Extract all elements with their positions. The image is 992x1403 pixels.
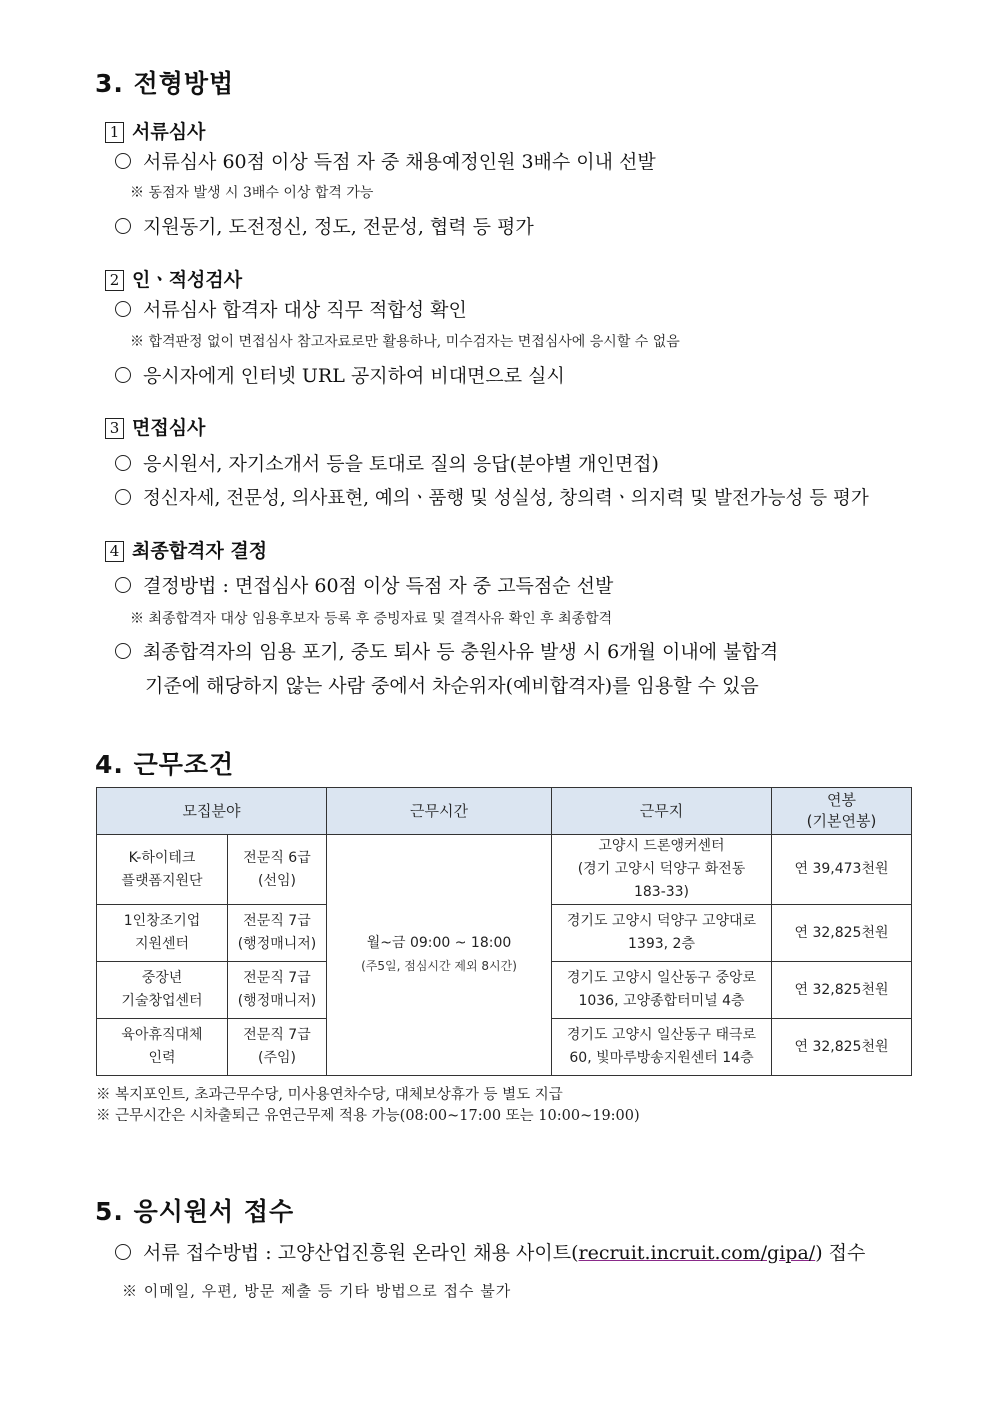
step-3-title: 면접심사 xyxy=(132,417,206,439)
circle-bullet-icon xyxy=(115,643,131,659)
step-2-bullet-1: 서류심사 합격자 대상 직무 적합성 확인 xyxy=(115,295,467,322)
header-hours: 근무시간 xyxy=(327,788,552,835)
table-note-2: ※ 근무시간은 시차출퇴근 유연근무제 적용 가능(08:00~17:00 또는 10:00~19:00) xyxy=(96,1108,640,1124)
step-4-number: 4 xyxy=(105,541,124,562)
header-field: 모집분야 xyxy=(97,788,327,835)
section-3-title: 3. 전형방법 xyxy=(95,69,235,98)
place-cell: 고양시 드론앵커센터 (경기 고양시 덕양구 화전동 183-33) xyxy=(552,835,772,905)
step-3-bullet-1: 응시원서, 자기소개서 등을 토대로 질의 응답(분야별 개인면접) xyxy=(115,449,659,476)
salary-cell: 연 39,473천원 xyxy=(772,835,912,905)
field-cell: 중장년 기술창업센터 xyxy=(97,962,228,1019)
circle-bullet-icon xyxy=(115,489,131,505)
step-1-bullet-1: 서류심사 60점 이상 득점 자 중 채용예정인원 3배수 이내 선발 xyxy=(115,147,656,174)
step-4-note: ※ 최종합격자 대상 임용후보자 등록 후 증빙자료 및 결격사유 확인 후 최종합격 xyxy=(130,611,613,627)
step-4-bullet-2-cont: 기준에 해당하지 않는 사람 중에서 차순위자(예비합격자)를 임용할 수 있음 xyxy=(145,675,759,697)
circle-bullet-icon xyxy=(115,153,131,169)
salary-cell: 연 32,825천원 xyxy=(772,962,912,1019)
field-cell: K-하이테크 플랫폼지원단 xyxy=(97,835,228,905)
step-2-note: ※ 합격판정 없이 면접심사 참고자료로만 활용하나, 미수검자는 면접심사에 응시할 수 없음 xyxy=(130,334,680,350)
header-salary: 연봉 (기본연봉) xyxy=(772,788,912,835)
work-conditions-table xyxy=(96,787,912,1076)
circle-bullet-icon xyxy=(115,1244,131,1260)
grade-cell: 전문직 7급 (주임) xyxy=(228,1019,327,1076)
step-1-number: 1 xyxy=(105,122,124,143)
table-header-row xyxy=(97,788,912,835)
section-5-title: 5. 응시원서 접수 xyxy=(95,1197,295,1226)
step-1-bullet-2: 지원동기, 도전정신, 정도, 전문성, 협력 등 평가 xyxy=(115,212,534,239)
step-2-title: 인ㆍ적성검사 xyxy=(132,269,243,291)
step-4-bullet-1: 결정방법 : 면접심사 60점 이상 득점 자 중 고득점순 선발 xyxy=(115,571,613,598)
table-row xyxy=(97,835,912,905)
step-1-title: 서류심사 xyxy=(132,121,206,143)
place-cell: 경기도 고양시 일산동구 중앙로 1036, 고양종합터미널 4층 xyxy=(552,962,772,1019)
step-1-heading xyxy=(105,117,205,144)
step-4-bullet-2: 최종합격자의 임용 포기, 중도 퇴사 등 충원사유 발생 시 6개월 이내에 불합격 xyxy=(115,637,778,664)
place-cell: 경기도 고양시 덕양구 고양대로 1393, 2층 xyxy=(552,905,772,962)
salary-cell: 연 32,825천원 xyxy=(772,1019,912,1076)
salary-cell: 연 32,825천원 xyxy=(772,905,912,962)
field-cell: 육아휴직대체 인력 xyxy=(97,1019,228,1076)
circle-bullet-icon xyxy=(115,577,131,593)
grade-cell: 전문직 7급 (행정매니저) xyxy=(228,905,327,962)
step-3-number: 3 xyxy=(105,418,124,439)
table-note-1: ※ 복지포인트, 초과근무수당, 미사용연차수당, 대체보상휴가 등 별도 지급 xyxy=(96,1087,563,1103)
section-5-bullet: 서류 접수방법 : 고양산업진흥원 온라인 채용 사이트(recruit.incruit.com/gipa/) 접수 xyxy=(115,1238,865,1265)
step-4-title: 최종합격자 결정 xyxy=(132,540,268,562)
field-cell: 1인창조기업 지원센터 xyxy=(97,905,228,962)
hours-cell: 월~금 09:00 ~ 18:00 (주5일, 점심시간 제외 8시간) xyxy=(327,835,552,1076)
step-2-heading xyxy=(105,265,242,292)
step-2-bullet-2: 응시자에게 인터넷 URL 공지하여 비대면으로 실시 xyxy=(115,361,565,388)
section-5-note: ※ 이메일, 우편, 방문 제출 등 기타 방법으로 접수 불가 xyxy=(122,1282,512,1300)
step-3-heading xyxy=(105,413,205,440)
step-1-note: ※ 동점자 발생 시 3배수 이상 합격 가능 xyxy=(130,185,374,201)
recruit-site-link[interactable]: recruit.incruit.com/gipa/ xyxy=(578,1242,816,1264)
step-2-number: 2 xyxy=(105,270,124,291)
place-cell: 경기도 고양시 일산동구 태극로 60, 빛마루방송지원센터 14층 xyxy=(552,1019,772,1076)
circle-bullet-icon xyxy=(115,367,131,383)
section-4-title: 4. 근무조건 xyxy=(95,750,235,779)
circle-bullet-icon xyxy=(115,301,131,317)
circle-bullet-icon xyxy=(115,218,131,234)
grade-cell: 전문직 7급 (행정매니저) xyxy=(228,962,327,1019)
header-place: 근무지 xyxy=(552,788,772,835)
grade-cell: 전문직 6급 (선임) xyxy=(228,835,327,905)
step-3-bullet-2: 정신자세, 전문성, 의사표현, 예의ㆍ품행 및 성실성, 창의력ㆍ의지력 및 발전가능성 등 평가 xyxy=(115,484,869,510)
step-4-heading xyxy=(105,536,267,563)
circle-bullet-icon xyxy=(115,455,131,471)
